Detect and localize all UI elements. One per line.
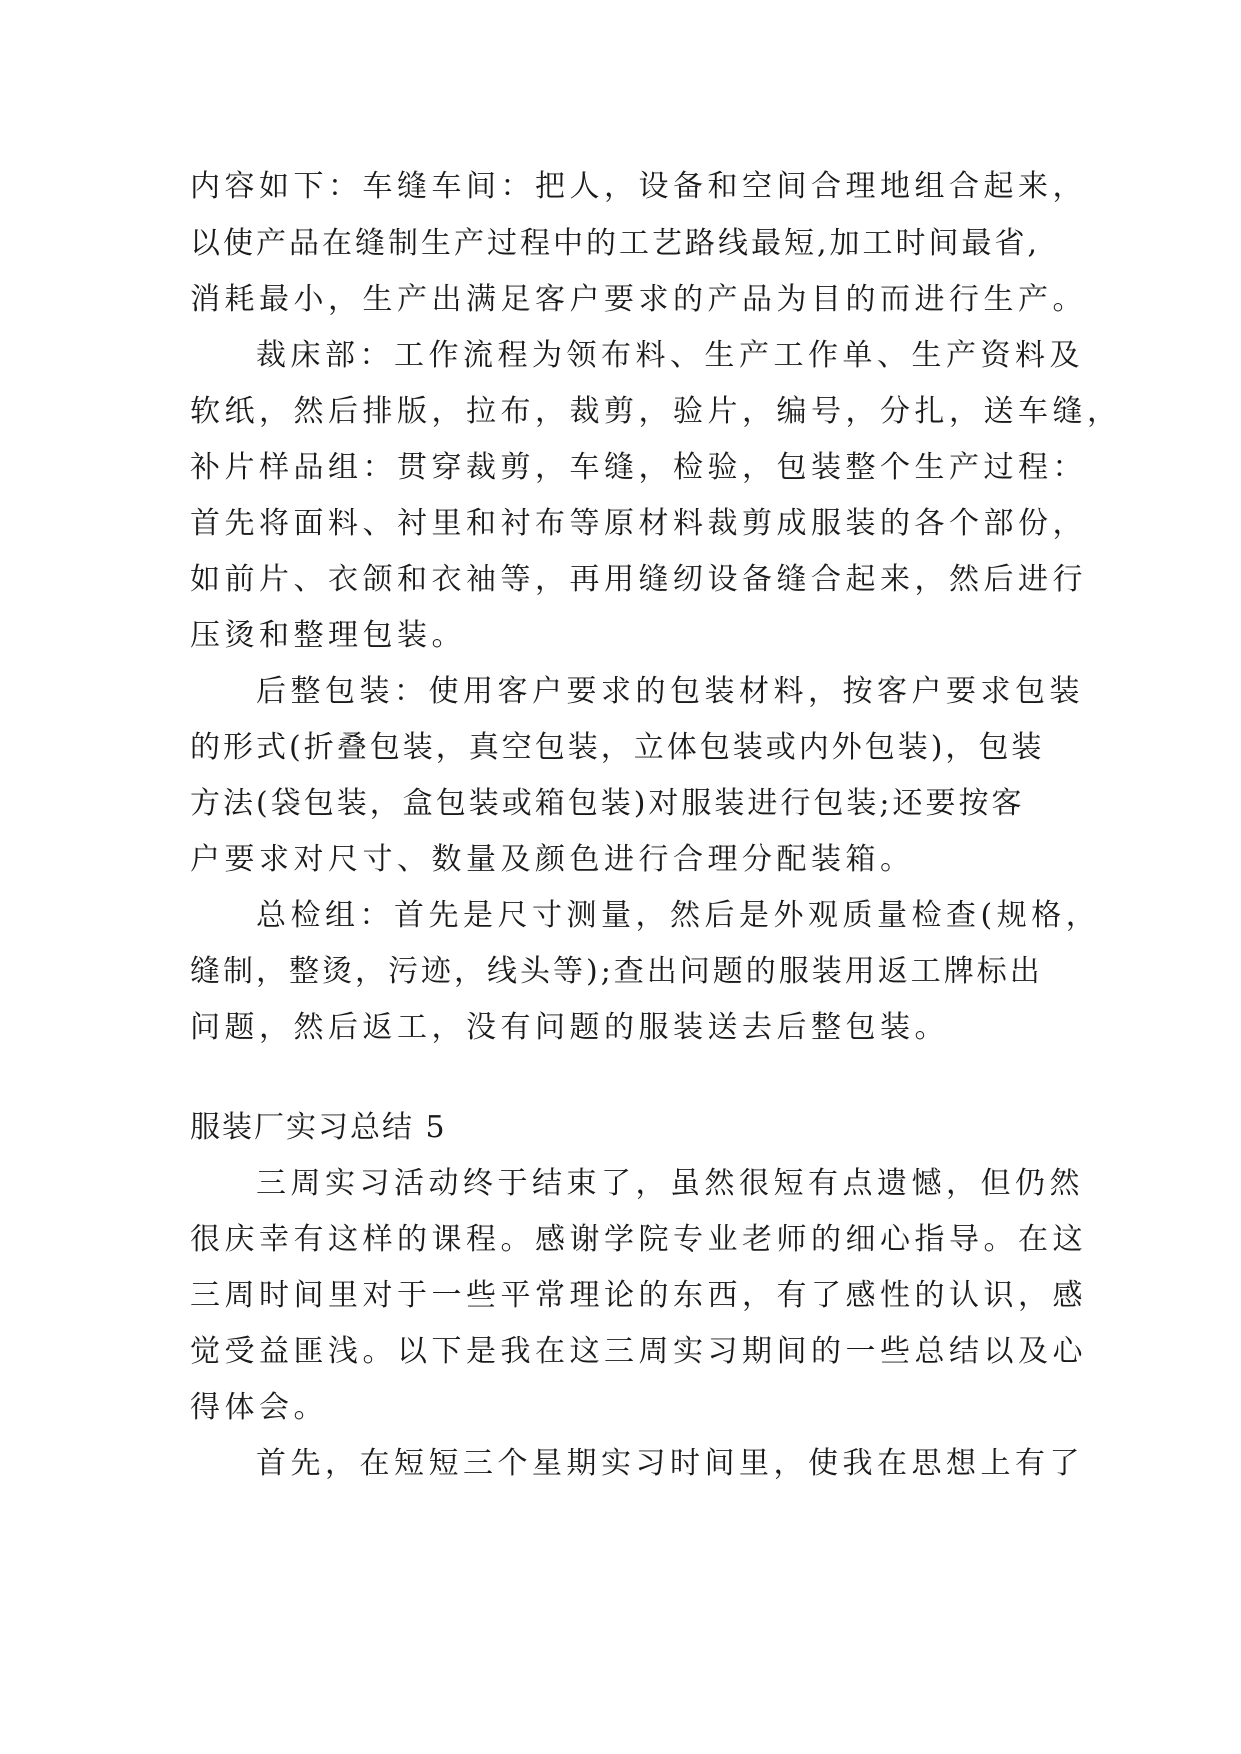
paragraph-line: 首先，在短短三个星期实习时间里，使我在思想上有了 [256,1446,1084,1481]
paragraph-line: 内容如下：车缝车间：把人，设备和空间合理地组合起来， [190,169,1087,204]
paragraph-line: 问题，然后返工，没有问题的服装送去后整包装。 [190,1010,949,1045]
paragraph-line: 后整包装：使用客户要求的包装材料，按客户要求包装 [256,674,1084,709]
paragraph-line: 压烫和整理包装。 [190,618,466,653]
paragraph-line: 方法(袋包装，盒包装或箱包装)对服装进行包装;还要按客 [190,786,1025,821]
paragraph-line: 很庆幸有这样的课程。感谢学院专业老师的细心指导。在这 [190,1222,1087,1257]
paragraph-line: 如前片、衣颌和衣袖等，再用缝纫设备缝合起来，然后进行 [190,562,1087,597]
paragraph-line: 补片样品组：贯穿裁剪，车缝，检验，包装整个生产过程： [190,450,1087,485]
paragraph-line: 以使产品在缝制生产过程中的工艺路线最短,加工时间最省, [190,226,1041,261]
paragraph-line: 缝制，整烫，污迹，线头等);查出问题的服装用返工牌标出 [190,954,1043,989]
paragraph-line: 三周时间里对于一些平常理论的东西，有了感性的认识，感 [190,1278,1087,1313]
paragraph-line: 得体会。 [190,1390,328,1425]
paragraph-line: 消耗最小，生产出满足客户要求的产品为目的而进行生产。 [190,282,1087,317]
section-heading: 服装厂实习总结 5 [190,1110,447,1145]
paragraph-line: 觉受益匪浅。以下是我在这三周实习期间的一些总结以及心 [190,1334,1087,1369]
paragraph-line: 裁床部：工作流程为领布料、生产工作单、生产资料及 [256,338,1084,373]
paragraph-line: 总检组：首先是尺寸测量，然后是外观质量检查(规格， [256,898,1101,933]
paragraph-line: 软纸，然后排版，拉布，裁剪，验片，编号，分扎，送车缝， [190,394,1122,429]
paragraph-line: 三周实习活动终于结束了，虽然很短有点遗憾，但仍然 [256,1166,1084,1201]
paragraph-line: 的形式(折叠包装，真空包装，立体包装或内外包装)，包装 [190,730,1045,765]
paragraph-line: 首先将面料、衬里和衬布等原材料裁剪成服装的各个部份， [190,506,1087,541]
paragraph-line: 户要求对尺寸、数量及颜色进行合理分配装箱。 [190,842,915,877]
